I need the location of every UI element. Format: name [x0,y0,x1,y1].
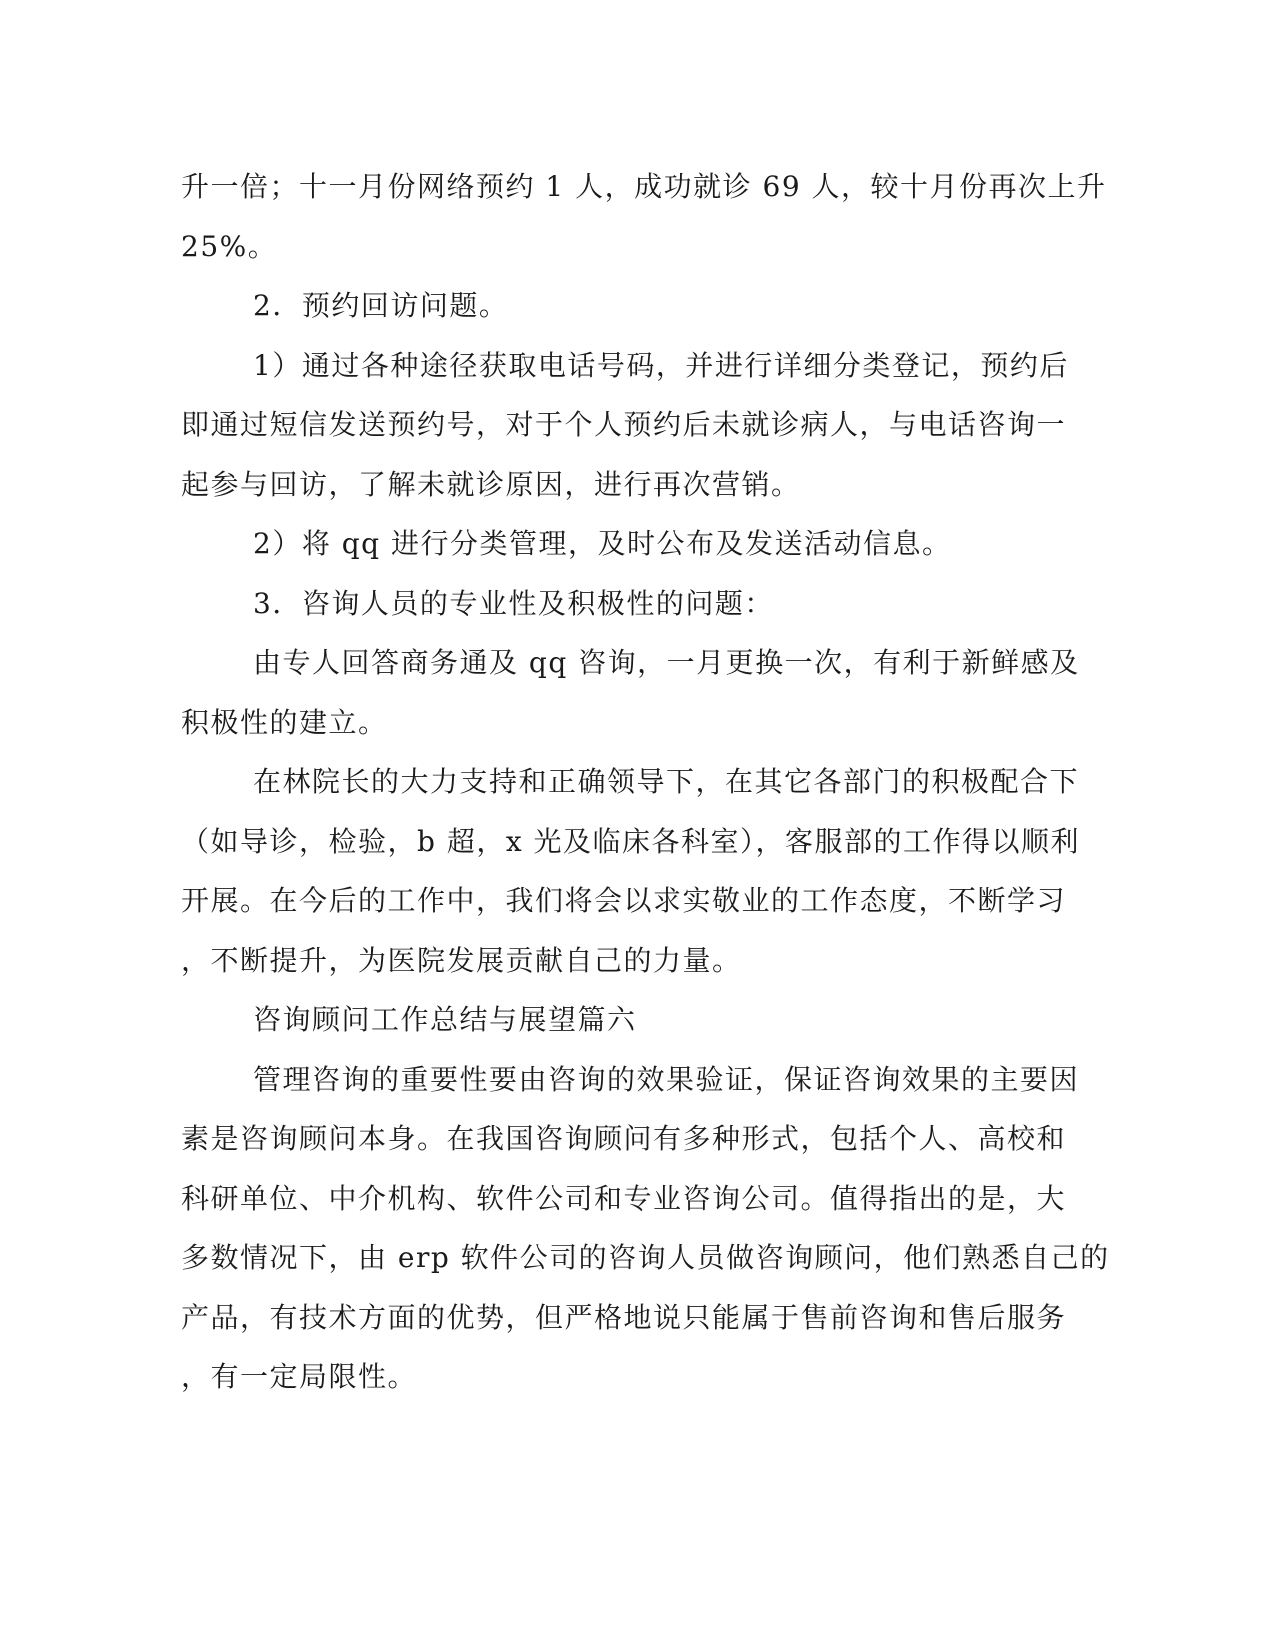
document-line: 科研单位、中介机构、软件公司和专业咨询公司。值得指出的是，大 [181,1181,1067,1215]
document-line: 2）将 qq 进行分类管理，及时公布及发送活动信息。 [253,527,952,560]
document-line: 由专人回答商务通及 qq 咨询，一月更换一次，有利于新鲜感及 [253,646,1080,679]
document-line: 起参与回访，了解未就诊原因，进行再次营销。 [181,467,801,501]
document-line: 升一倍；十一月份网络预约 1 人，成功就诊 69 人，较十月份再次上升 [181,170,1107,203]
document-line: 开展。在今后的工作中，我们将会以求实敬业的工作态度，不断学习 [181,884,1067,917]
document-line: ，不断提升，为医院发展贡献自己的力量。 [181,943,742,977]
document-line: 管理咨询的重要性要由咨询的效果验证，保证咨询效果的主要因 [253,1062,1080,1096]
document-line: 2．预约回访问题。 [253,289,509,322]
document-line: 素是咨询顾问本身。在我国咨询顾问有多种形式，包括个人、高校和 [181,1122,1067,1155]
document-line: 产品，有技术方面的优势，但严格地说只能属于售前咨询和售后服务 [181,1300,1067,1334]
document-line: 多数情况下，由 erp 软件公司的咨询人员做咨询顾问，他们熟悉自己的 [181,1241,1110,1274]
document-line: 积极性的建立。 [181,705,388,739]
document-line: 即通过短信发送预约号，对于个人预约后未就诊病人，与电话咨询一 [181,408,1067,441]
document-line: 在林院长的大力支持和正确领导下，在其它各部门的积极配合下 [253,765,1080,798]
document-line: 咨询顾问工作总结与展望篇六 [253,1003,637,1036]
document-line: 1）通过各种途径获取电话号码，并进行详细分类登记，预约后 [253,348,1069,382]
document-line: （如导诊，检验，b 超，x 光及临床各科室），客服部的工作得以顺利 [181,824,1081,858]
document-line: ，有一定局限性。 [181,1360,418,1393]
document-line: 25%。 [181,229,278,263]
document-line: 3．咨询人员的专业性及积极性的问题： [253,586,774,620]
document-body [181,157,1110,1407]
